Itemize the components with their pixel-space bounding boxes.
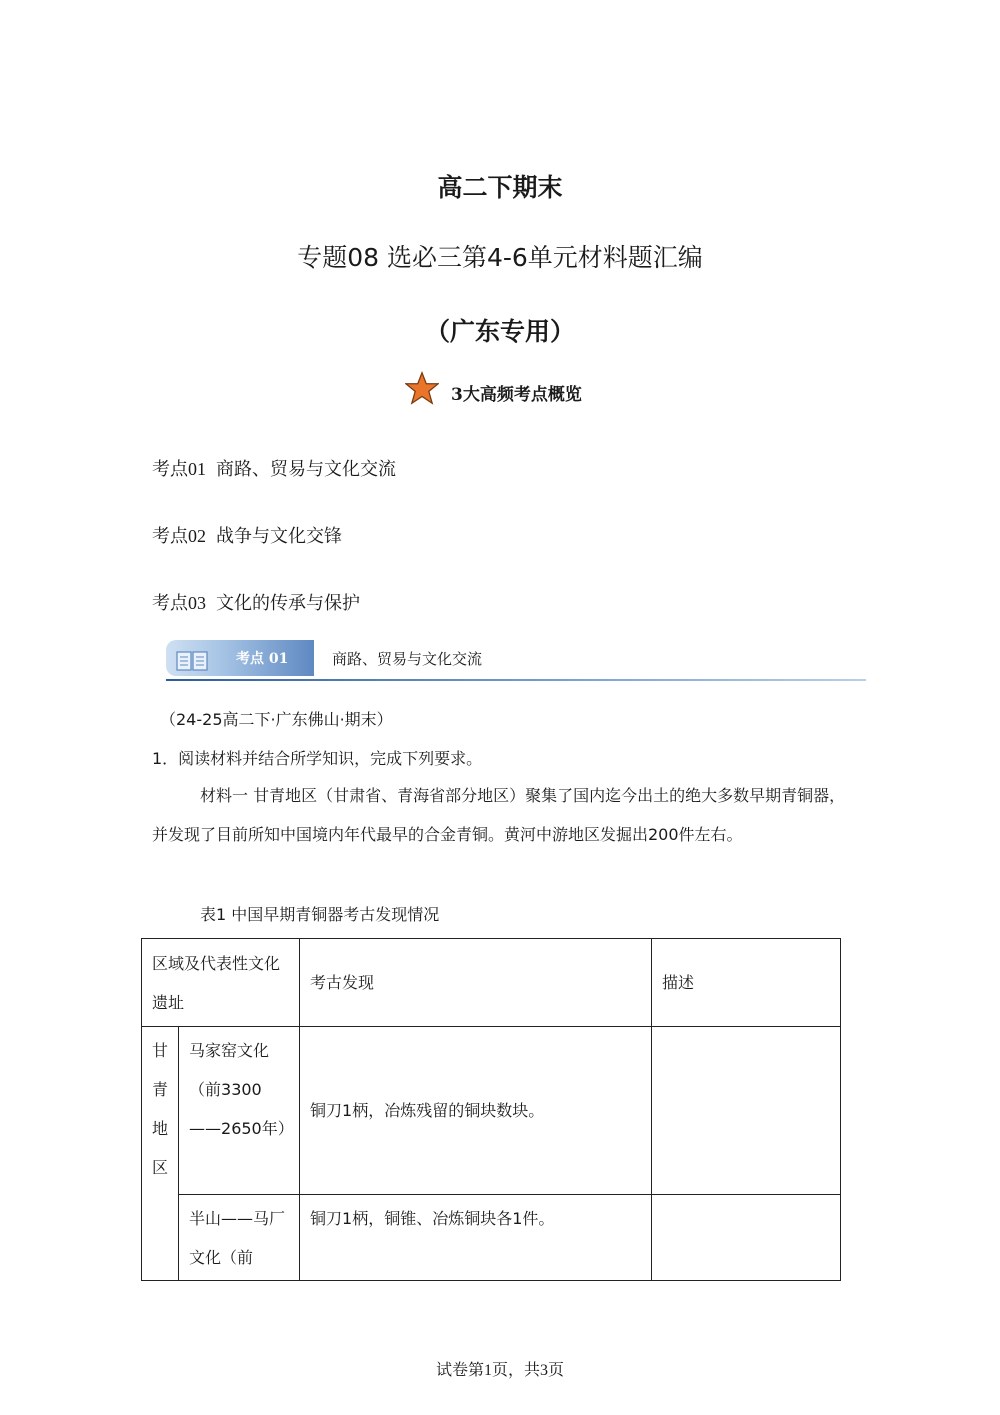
star-icon <box>405 371 439 405</box>
overview-heading <box>405 372 582 412</box>
finding-cell: 铜刀1柄，铜锥、冶炼铜块各1件。 <box>300 1195 652 1281</box>
doc-region: （广东专用） <box>424 317 575 346</box>
site-cell: 马家窑文化（前3300——2650年） <box>179 1027 300 1195</box>
table-row <box>142 1195 841 1281</box>
book-icon <box>176 651 208 671</box>
kaodian-item <box>152 522 342 548</box>
material-one: 材料一 甘青地区（甘肃省、青海省部分地区）聚集了国内迄今出土的绝大多数早期青铜器，并发现了目前所知中国境内年代最早的合金青铜。黄河中游地区发掘出200件左右。 <box>152 786 846 844</box>
overview-label: 3大高频考点概览 <box>451 384 582 405</box>
site-cell: 半山——马厂文化（前 <box>179 1195 300 1281</box>
kaodian-name: 文化的传承与保护 <box>216 593 360 614</box>
kaodian-name: 商路、贸易与文化交流 <box>216 459 396 480</box>
section-topic: 商路、贸易与文化交流 <box>332 650 483 668</box>
section-divider <box>166 679 866 681</box>
table-header-cell: 描述 <box>652 939 841 1027</box>
table-caption: 表1 中国早期青铜器考古发现情况 <box>200 905 440 924</box>
table-header-row <box>142 939 841 1027</box>
doc-title: 高二下期末 <box>437 173 563 202</box>
kaodian-number: 考点03 <box>152 593 206 613</box>
kaodian-item <box>152 589 360 615</box>
bronze-table <box>141 938 841 1281</box>
table-header-cell: 考古发现 <box>300 939 652 1027</box>
desc-cell <box>652 1027 841 1195</box>
finding-cell: 铜刀1柄，冶炼残留的铜块数块。 <box>300 1027 652 1195</box>
kaodian-item <box>152 455 396 481</box>
section-banner <box>166 640 866 682</box>
table-header-cell: 区域及代表性文化遗址 <box>142 939 300 1027</box>
question-stem: 1．阅读材料并结合所学知识，完成下列要求。 <box>152 749 483 768</box>
page-footer: 试卷第1页，共3页 <box>435 1362 564 1379</box>
section-tab <box>166 640 314 676</box>
kaodian-number: 考点02 <box>152 526 206 546</box>
table-row <box>142 1027 841 1195</box>
section-tab-label: 考点 01 <box>236 651 289 667</box>
region-cell: 甘青地区 <box>142 1027 179 1281</box>
question-source: （24-25高二下·广东佛山·期末） <box>160 710 393 729</box>
doc-subtitle: 专题08 选必三第4-6单元材料题汇编 <box>297 243 703 272</box>
desc-cell <box>652 1195 841 1281</box>
kaodian-name: 战争与文化交锋 <box>216 526 342 547</box>
kaodian-number: 考点01 <box>152 459 206 479</box>
